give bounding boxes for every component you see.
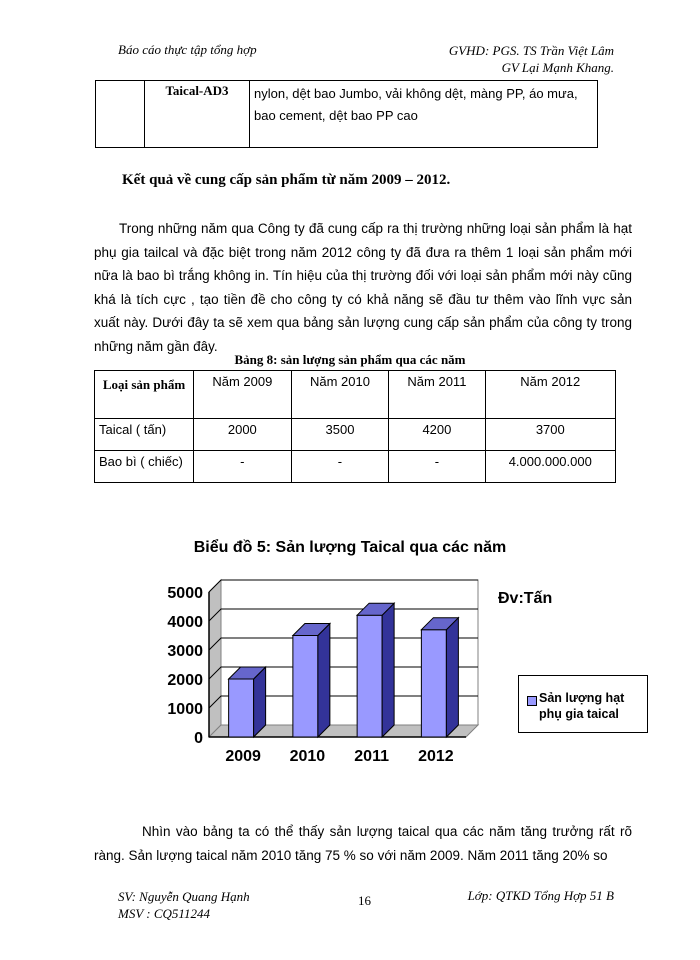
y-tick-label: 1000	[167, 701, 203, 718]
y-tick-label: 3000	[167, 643, 203, 660]
bar	[421, 630, 446, 737]
table-cell: 4200	[389, 419, 485, 451]
legend-label: Sản lượng hạt phụ gia taical	[539, 691, 625, 721]
table-caption: Bảng 8: sản lượng sản phẩm qua các năm	[234, 352, 466, 367]
chart-legend	[518, 675, 648, 733]
chart-title: Biểu đồ 5: Sản lượng Taical qua các năm	[193, 539, 507, 556]
bar	[229, 679, 254, 737]
closing-paragraph: Nhìn vào bảng ta có thể thấy sản lượng taical qua các năm tăng trưởng rất rõ ràng. Sản lượng taical năm 2010 tăng 75 % so với năm 2009. Năm 2011 tăng 20% so	[94, 824, 632, 863]
row-label: Bao bì ( chiếc)	[95, 451, 194, 483]
footer-student-id: MSV : CQ511244	[118, 906, 210, 921]
bar-side	[318, 624, 330, 738]
table-cell: 2000	[194, 419, 292, 451]
table-cell: -	[194, 451, 292, 483]
table-cell: 3500	[291, 419, 389, 451]
header-supervisor-1: GVHD: PGS. TS Trần Việt Lâm	[448, 43, 614, 58]
page-number: 16	[358, 893, 371, 908]
x-tick-label: 2011	[354, 748, 389, 765]
bar	[357, 615, 382, 737]
x-tick-label: 2009	[225, 748, 261, 765]
y-tick-label: 5000	[167, 585, 203, 602]
chart-side-wall	[209, 580, 221, 737]
header-cell: Năm 2011	[389, 371, 485, 419]
legend-swatch	[527, 696, 537, 706]
y-tick-label: 0	[194, 730, 203, 747]
header-supervisor-2: GV Lại Mạnh Khang.	[501, 60, 614, 75]
table-cell: 4.000.000.000	[485, 451, 615, 483]
y-tick-label: 2000	[167, 672, 203, 689]
bar	[293, 636, 318, 738]
product-description-cell: nylon, dệt bao Jumbo, vải không dệt, màng PP, áo mưa, bao cement, dệt bao PP cao	[250, 81, 598, 148]
header-cell: Loại sản phẩm	[95, 371, 194, 419]
product-name-cell: Taical-AD3	[145, 81, 250, 148]
table-cell: -	[389, 451, 485, 483]
header-report-title: Báo cáo thực tập tổng hợp	[118, 42, 257, 57]
header-cell: Năm 2012	[485, 371, 615, 419]
table-cell: -	[291, 451, 389, 483]
header-cell: Năm 2009	[194, 371, 292, 419]
header-cell: Năm 2010	[291, 371, 389, 419]
bar-side	[382, 603, 394, 737]
x-tick-label: 2010	[289, 748, 326, 765]
footer-student-name: SV: Nguyễn Quang Hạnh	[118, 889, 250, 904]
bar-side	[446, 618, 458, 737]
row-label: Taical ( tấn)	[95, 419, 194, 451]
footer-student	[118, 888, 250, 922]
section-title: Kết quả về cung cấp sản phẩm từ năm 2009 – 2012.	[122, 172, 451, 188]
table-cell: 3700	[485, 419, 615, 451]
intro-paragraph: Trong những năm qua Công ty đã cung cấp ra thị trường những loại sản phẩm là hạt phụ gia tailcal và đặc biệt trong năm 2012 công ty đã đưa ra thêm 1 loại sản phẩm mới nữa là bao bì trắng không in. Tín hiệu của thị trường đối với loại sản phẩm mới này cũng khá là tích cực , tạo tiền đề cho công ty có khả năng sẽ đầu tư thêm vào lĩnh vực sản xuất này. Dưới đây ta sẽ xem qua bảng sản lượng cung cấp sản phẩm của công ty trong những năm gần đây.	[94, 221, 632, 354]
x-tick-label: 2012	[418, 748, 454, 765]
footer-class: Lớp: QTKD Tổng Hợp 51 B	[467, 888, 614, 903]
y-tick-label: 4000	[167, 614, 203, 631]
chart-unit-label: Đv:Tấn	[498, 590, 553, 607]
